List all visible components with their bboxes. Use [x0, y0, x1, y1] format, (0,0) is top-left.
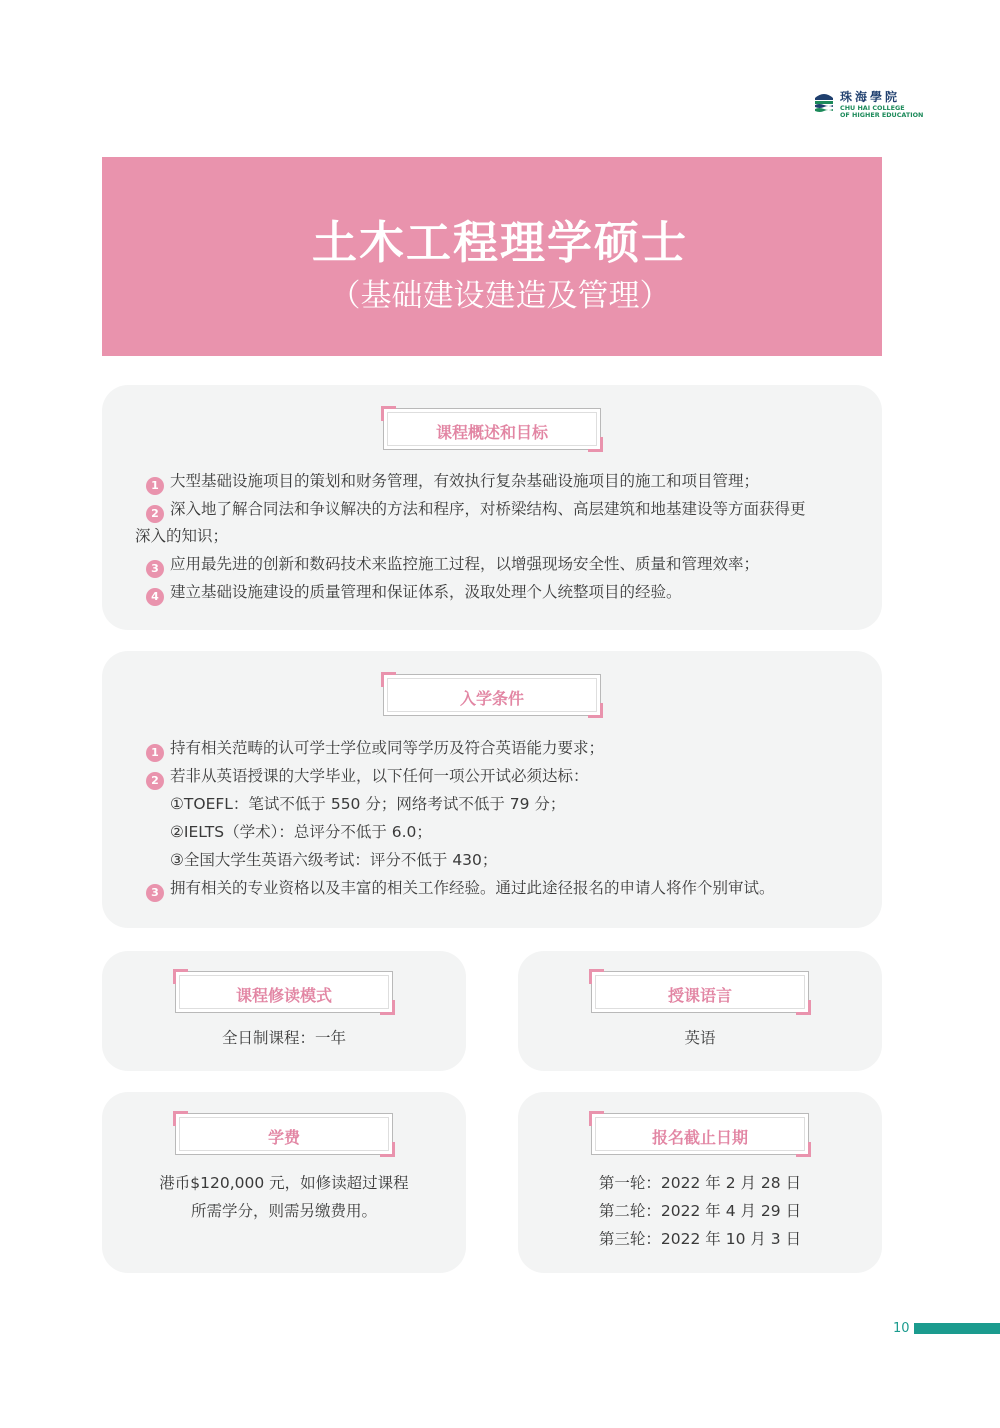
- number-badge: 4: [146, 588, 164, 606]
- logo-name-cn: 珠海學院: [840, 90, 901, 104]
- deadline-heading-box: [591, 1113, 809, 1155]
- page-subtitle: （基础建设建造及管理）: [329, 278, 671, 314]
- college-emblem-icon: [814, 90, 834, 114]
- admission-item-3: 3 拥有相关的专业资格以及丰富的相关工作经验。通过此途径报名的申请人将作个别审试。: [146, 876, 775, 902]
- overview-item-1: 1 大型基础设施项目的策划和财务管理，有效执行复杂基础设施项目的施工和项目管理；: [146, 469, 759, 495]
- study-mode-text: 全日制课程：一年: [221, 1029, 346, 1047]
- logo-name-en-line1: CHU HAI COLLEGE: [840, 104, 905, 112]
- overview-heading: 课程概述和目标: [435, 423, 548, 442]
- tuition-heading-box: [175, 1113, 393, 1155]
- admission-sub-ielts: ②IELTS（学术）：总评分不低于 6.0；: [170, 823, 432, 841]
- admission-item-1: 1 持有相关范畴的认可学士学位或同等学历及符合英语能力要求；: [146, 736, 604, 762]
- number-badge: 3: [146, 884, 164, 902]
- college-logo: [814, 88, 924, 122]
- tuition-heading: 学费: [267, 1128, 300, 1147]
- overview-item-4: 4 建立基础设施建设的质量管理和保证体系，汲取处理个人统整项目的经验。: [146, 580, 682, 606]
- language-text: 英语: [684, 1029, 716, 1047]
- study-mode-heading: 课程修读模式: [235, 986, 332, 1005]
- deadline-heading: 报名截止日期: [651, 1128, 748, 1147]
- tuition-line-1: 港币$120,000 元，如修读超过课程: [159, 1174, 409, 1192]
- page-accent-bar: [914, 1323, 1000, 1334]
- deadline-round-1: 第一轮：2022 年 2 月 28 日: [598, 1174, 802, 1192]
- admission-heading: 入学条件: [459, 689, 524, 708]
- tuition-line-2: 所需学分，则需另缴费用。: [190, 1202, 377, 1220]
- admission-heading-box: [383, 674, 601, 716]
- page-title: 土木工程理学硕士: [311, 216, 688, 269]
- admission-sub-toefl: ①TOEFL：笔试不低于 550 分；网络考试不低于 79 分；: [170, 795, 566, 813]
- overview-item-2: 2 深入地了解合同法和争议解决的方法和程序，对桥梁结构、高层建筑和地基建设等方面获得更: [146, 497, 806, 523]
- logo-name-en-line2: OF HIGHER EDUCATION: [840, 111, 924, 119]
- overview-item-2-continued: 深入的知识；: [135, 527, 229, 545]
- language-heading-box: [591, 971, 809, 1013]
- page-number: 10: [893, 1321, 910, 1336]
- study-mode-heading-box: [175, 971, 393, 1013]
- number-badge: 2: [146, 772, 164, 790]
- number-badge: 1: [146, 477, 164, 495]
- admission-item-2: 2 若非从英语授课的大学毕业，以下任何一项公开试必须达标：: [146, 764, 589, 790]
- admission-sub-cet6: ③全国大学生英语六级考试：评分不低于 430；: [170, 851, 498, 869]
- overview-item-3: 3 应用最先进的创新和数码技术来监控施工过程，以增强现场安全性、质量和管理效率；: [146, 552, 759, 578]
- language-heading: 授课语言: [667, 986, 732, 1005]
- deadline-round-2: 第二轮：2022 年 4 月 29 日: [598, 1202, 802, 1220]
- number-badge: 3: [146, 560, 164, 578]
- deadline-round-3: 第三轮：2022 年 10 月 3 日: [598, 1230, 802, 1248]
- overview-heading-box: [383, 408, 601, 450]
- number-badge: 2: [146, 505, 164, 523]
- number-badge: 1: [146, 744, 164, 762]
